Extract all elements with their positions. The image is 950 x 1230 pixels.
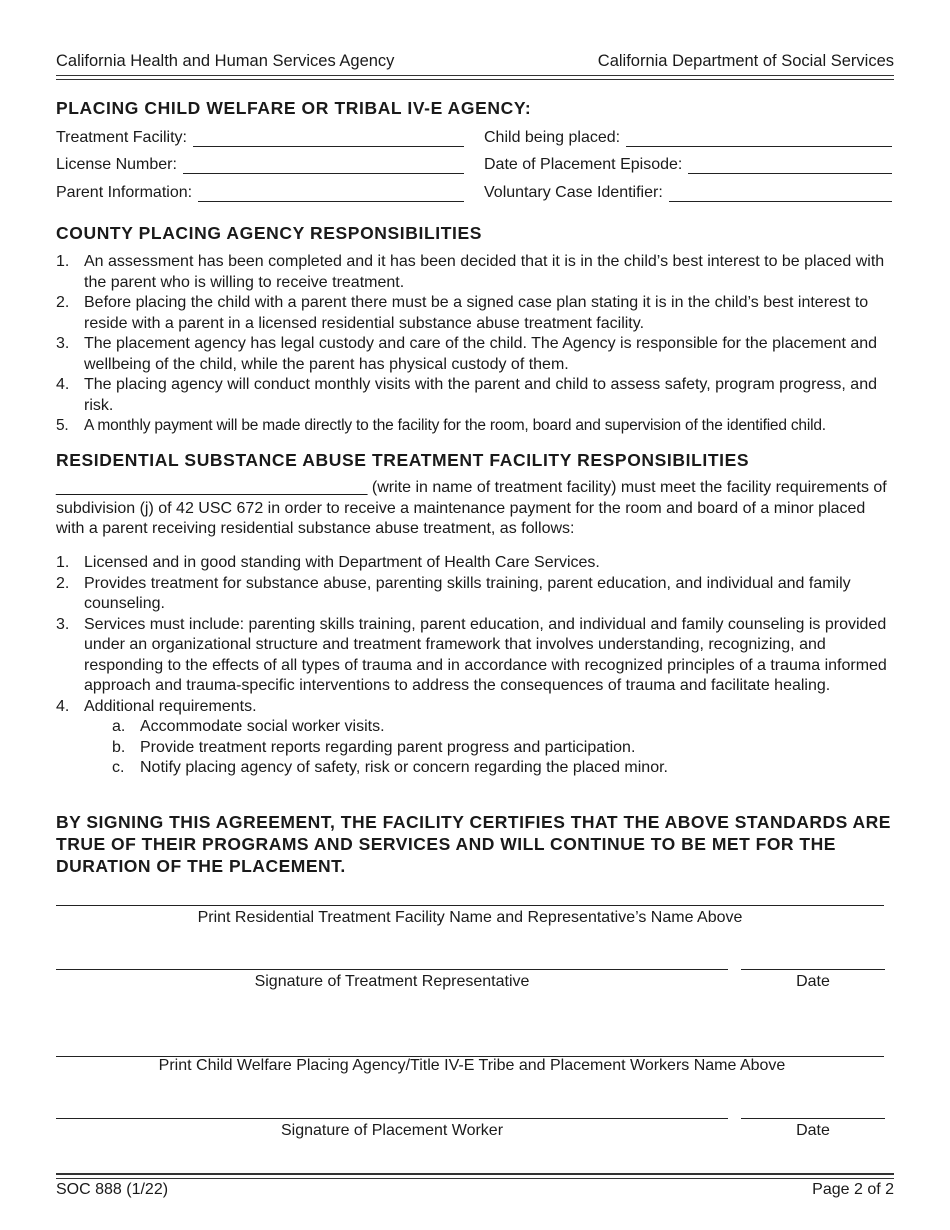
county-responsibilities-list: [56, 252, 896, 437]
license-number-field[interactable]: [56, 156, 464, 174]
footer-rule-top: [56, 1173, 894, 1175]
footer-rule-bottom: [56, 1178, 894, 1179]
sub-list-item: a. Accommodate social worker visits.: [112, 718, 385, 735]
parent-information-line[interactable]: [198, 187, 464, 202]
placement-date-label: Date of Placement Episode:: [484, 156, 683, 173]
voluntary-case-label: Voluntary Case Identifier:: [484, 184, 663, 201]
header-agency-right: California Department of Social Services: [597, 52, 894, 70]
page-number: Page 2 of 2: [812, 1181, 894, 1198]
header-rule-top: [56, 75, 894, 76]
list-item: 5. A monthly payment will be made directly to the facility for the room, board and supervision of the identified child.: [56, 417, 826, 434]
parent-information-label: Parent Information:: [56, 184, 193, 201]
sub-list-item: c. Notify placing agency of safety, risk or concern regarding the placed minor.: [112, 759, 668, 776]
header-rule-bottom: [56, 79, 894, 80]
facility-name-line[interactable]: [56, 905, 884, 906]
list-item: 4. Additional requirements. a. Accommodate social worker visits. b. Provide treatment reports regarding parent progress and participation. c. Notify placing agency of safety, risk or concern regarding the placed minor.: [56, 697, 896, 779]
voluntary-case-field[interactable]: [484, 184, 892, 202]
list-item: 2. Provides treatment for substance abuse, parenting skills training, parent education, and individual and family counseling.: [56, 574, 851, 612]
child-placed-label: Child being placed:: [484, 129, 621, 146]
facility-intro: [56, 478, 896, 540]
parent-information-field[interactable]: [56, 184, 464, 202]
list-item: 1. Licensed and in good standing with Department of Health Care Services.: [56, 554, 600, 571]
placement-date-line[interactable]: [688, 159, 892, 174]
treatment-facility-field[interactable]: [56, 129, 464, 147]
list-item: 2. Before placing the child with a parent there must be a signed case plan stating it is in the child’s best interest to reside with a parent in a licensed residential substance abuse treatment facility.: [56, 294, 869, 332]
treatment-date-caption: Date: [796, 973, 830, 990]
certification-statement: BY SIGNING THIS AGREEMENT, THE FACILITY CERTIFIES THAT THE ABOVE STANDARDS ARE TRUE OF THEIR PROGRAMS AND SERVICES AND WILL CONTINUE TO BE MET FOR THE DURATION OF THE PLACEMENT.: [56, 812, 891, 876]
treatment-date-line[interactable]: [741, 969, 885, 970]
worker-signature-line[interactable]: [56, 1118, 728, 1119]
license-number-line[interactable]: [183, 159, 464, 174]
treatment-facility-line[interactable]: [193, 132, 464, 147]
list-item: 3. The placement agency has legal custody and care of the child. The Agency is responsible for the placement and wellbeing of the child, while the parent has physical custody of them.: [56, 335, 878, 373]
child-placed-line[interactable]: [626, 132, 892, 147]
header-agency-left: California Health and Human Services Agency: [56, 52, 395, 70]
treatment-facility-label: Treatment Facility:: [56, 129, 187, 146]
list-item: 3. Services must include: parenting skills training, parent education, and individual and family counseling is provided under an organizational structure and treatment framework that involves understanding, recognizing, and responding to the effects of all types of trauma and in accordance with recognized principles of a trauma informed approach and trauma-specific interventions to address the consequences of trauma and facilitate healing.: [56, 615, 887, 694]
list-item: 4. The placing agency will conduct monthly visits with the parent and child to assess safety, program progress, and risk.: [56, 376, 877, 414]
voluntary-case-line[interactable]: [669, 187, 892, 202]
worker-date-line[interactable]: [741, 1118, 885, 1119]
placement-date-field[interactable]: [484, 156, 892, 174]
worker-signature-caption: Signature of Placement Worker: [280, 1122, 504, 1139]
list-item: 1. An assessment has been completed and it has been decided that it is in the child’s best interest to be placed with the parent who is willing to receive treatment.: [56, 253, 885, 291]
facility-responsibilities-heading: RESIDENTIAL SUBSTANCE ABUSE TREATMENT FACILITY RESPONSIBILITIES: [56, 450, 750, 470]
agency-name-caption: Print Child Welfare Placing Agency/Title IV-E Tribe and Placement Workers Name Above: [158, 1057, 786, 1074]
worker-date-caption: Date: [796, 1122, 830, 1139]
child-placed-field[interactable]: [484, 129, 892, 147]
license-number-label: License Number:: [56, 156, 177, 173]
facility-responsibilities-list: [56, 553, 896, 779]
facility-intro-text: (write in name of treatment facility) must meet the facility requirements of subdivision (j) of 42 USC 672 in order to receive a maintenance payment for the room and board of a minor placed with a parent receiving residential substance abuse treatment, as follows:: [56, 479, 887, 537]
facility-name-blank[interactable]: ___________________________________: [56, 479, 368, 496]
placing-agency-heading: PLACING CHILD WELFARE OR TRIBAL IV-E AGENCY:: [56, 98, 532, 118]
facility-name-caption: Print Residential Treatment Facility Name and Representative’s Name Above: [197, 909, 743, 926]
county-responsibilities-heading: COUNTY PLACING AGENCY RESPONSIBILITIES: [56, 223, 483, 243]
sub-list-item: b. Provide treatment reports regarding parent progress and participation.: [112, 738, 636, 756]
treatment-signature-line[interactable]: [56, 969, 728, 970]
additional-requirements-list: [84, 717, 896, 779]
treatment-signature-caption: Signature of Treatment Representative: [254, 973, 530, 990]
form-id: SOC 888 (1/22): [56, 1181, 169, 1198]
